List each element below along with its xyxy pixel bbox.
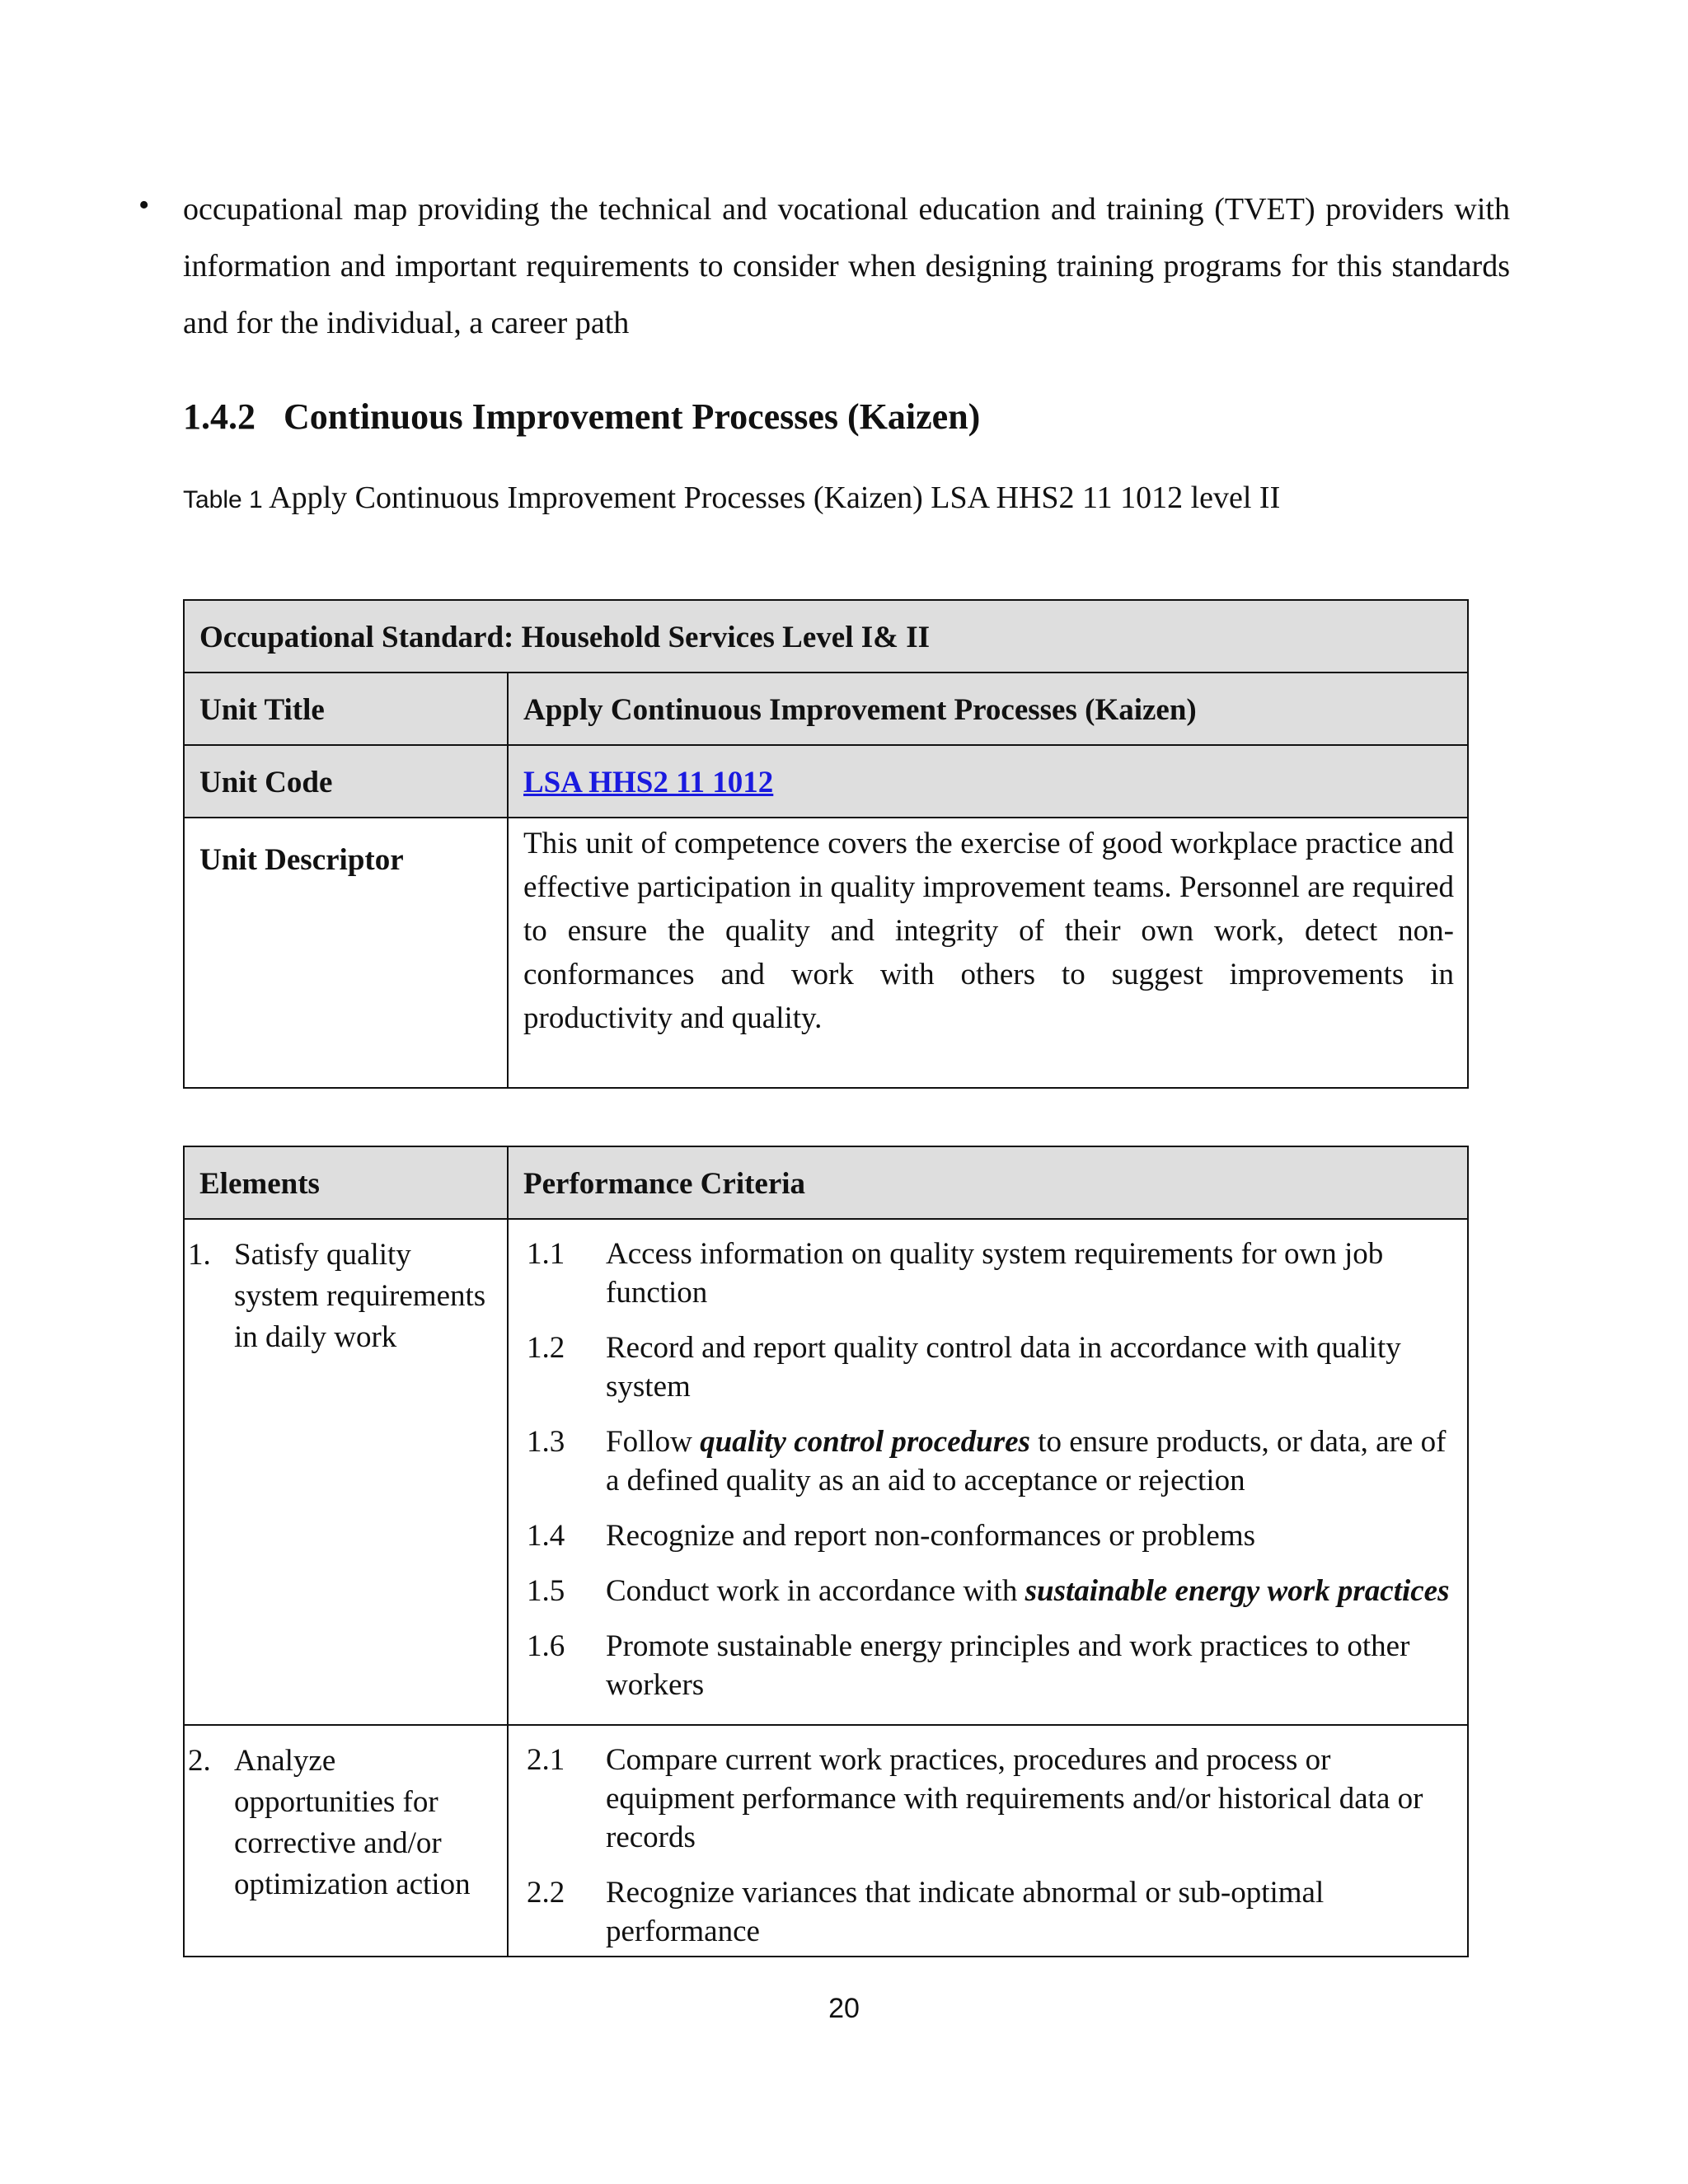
criterion-1-2 [527, 1329, 1457, 1406]
unit-descriptor-value: This unit of competence covers the exercise of good workplace practice and effective participation in quality improvement teams. Personnel are required to ensure the quality and integrity of their own work, detect non-conformances and work with others to suggest improvements in productivity and quality. [508, 818, 1468, 1088]
col-performance-criteria: Performance Criteria [508, 1146, 1468, 1219]
element-number: 2. [188, 1744, 211, 1778]
criterion-1-1 [527, 1235, 1457, 1312]
standard-cell: Occupational Standard: Household Services Level I& II [184, 600, 1468, 673]
criteria-cell [508, 1219, 1468, 1725]
element-row-1 [184, 1219, 1468, 1725]
criterion-1-3 [527, 1422, 1457, 1500]
criterion-text: Access information on quality system requirements for own job function [606, 1237, 1384, 1310]
criterion-text-post: to ensure products, or data, are of a defined quality as an aid to acceptance or rejection [606, 1425, 1447, 1497]
criterion-text-pre: Conduct work in accordance with [606, 1574, 1025, 1608]
element-cell [184, 1725, 508, 1957]
criteria-cell [508, 1725, 1468, 1957]
unit-code-label: Unit Code [184, 745, 508, 818]
criterion-text: Recognize variances that indicate abnormal or sub-optimal performance [606, 1876, 1325, 1948]
criterion-text-pre: Follow [606, 1425, 701, 1459]
criterion-1-5 [527, 1572, 1457, 1610]
criterion-number: 2.2 [527, 1876, 565, 1910]
caption-text: Apply Continuous Improvement Processes (Kaizen) LSA HHS2 11 1012 level II [269, 480, 1281, 515]
bullet-text: occupational map providing the technical and vocational education and training (TVET) providers with information and important requirements to consider when designing training programs for this standards and for the individual, a career path [183, 192, 1510, 340]
bullet-dot-icon: • [138, 188, 150, 223]
criterion-emphasis: quality control procedures [700, 1425, 1030, 1459]
criterion-number: 2.1 [527, 1743, 565, 1777]
element-label: Satisfy quality system requirements in daily work [234, 1238, 486, 1354]
caption-label: Table 1 [183, 486, 263, 513]
criterion-number: 1.5 [527, 1574, 565, 1608]
unit-title-row [184, 673, 1468, 745]
criterion-text: Record and report quality control data in accordance with quality system [606, 1331, 1401, 1404]
criterion-number: 1.4 [527, 1519, 565, 1553]
criterion-2-2 [527, 1873, 1457, 1951]
element-row-2 [184, 1725, 1468, 1957]
section-title: Continuous Improvement Processes (Kaizen) [284, 396, 981, 437]
criterion-text [606, 1572, 1457, 1610]
col-elements: Elements [184, 1146, 508, 1219]
section-heading [183, 396, 980, 438]
element-label: Analyze opportunities for corrective and/or optimization action [234, 1744, 471, 1901]
element-cell [184, 1219, 508, 1725]
unit-descriptor-label: Unit Descriptor [184, 818, 508, 1088]
unit-code-row [184, 745, 1468, 818]
bullet-item [138, 181, 1510, 352]
page-number: 20 [828, 1993, 860, 2024]
criterion-text: Compare current work practices, procedures and process or equipment performance with requirements and/or historical data or records [606, 1743, 1423, 1854]
element-number: 1. [188, 1238, 211, 1272]
criterion-emphasis: sustainable energy work practices [1025, 1574, 1450, 1608]
criterion-number: 1.2 [527, 1331, 565, 1365]
criterion-number: 1.6 [527, 1629, 565, 1663]
unit-code-cell [508, 745, 1468, 818]
unit-table [183, 599, 1469, 1089]
criterion-2-1 [527, 1741, 1457, 1857]
unit-descriptor-row [184, 818, 1468, 1088]
standard-row [184, 600, 1468, 673]
criterion-1-6 [527, 1627, 1457, 1704]
criterion-text [606, 1422, 1457, 1500]
unit-title-label: Unit Title [184, 673, 508, 745]
criteria-table [183, 1146, 1469, 1957]
section-number: 1.4.2 [183, 396, 256, 437]
criterion-text: Recognize and report non-conformances or problems [606, 1519, 1256, 1553]
criterion-number: 1.1 [527, 1237, 565, 1271]
criterion-1-4 [527, 1516, 1457, 1555]
criterion-number: 1.3 [527, 1425, 565, 1459]
unit-title-value: Apply Continuous Improvement Processes (Kaizen) [508, 673, 1468, 745]
criteria-header-row [184, 1146, 1468, 1219]
unit-code-link[interactable]: LSA HHS2 11 1012 [523, 766, 774, 799]
table-caption [183, 480, 1280, 516]
criterion-text: Promote sustainable energy principles and work practices to other workers [606, 1629, 1410, 1702]
